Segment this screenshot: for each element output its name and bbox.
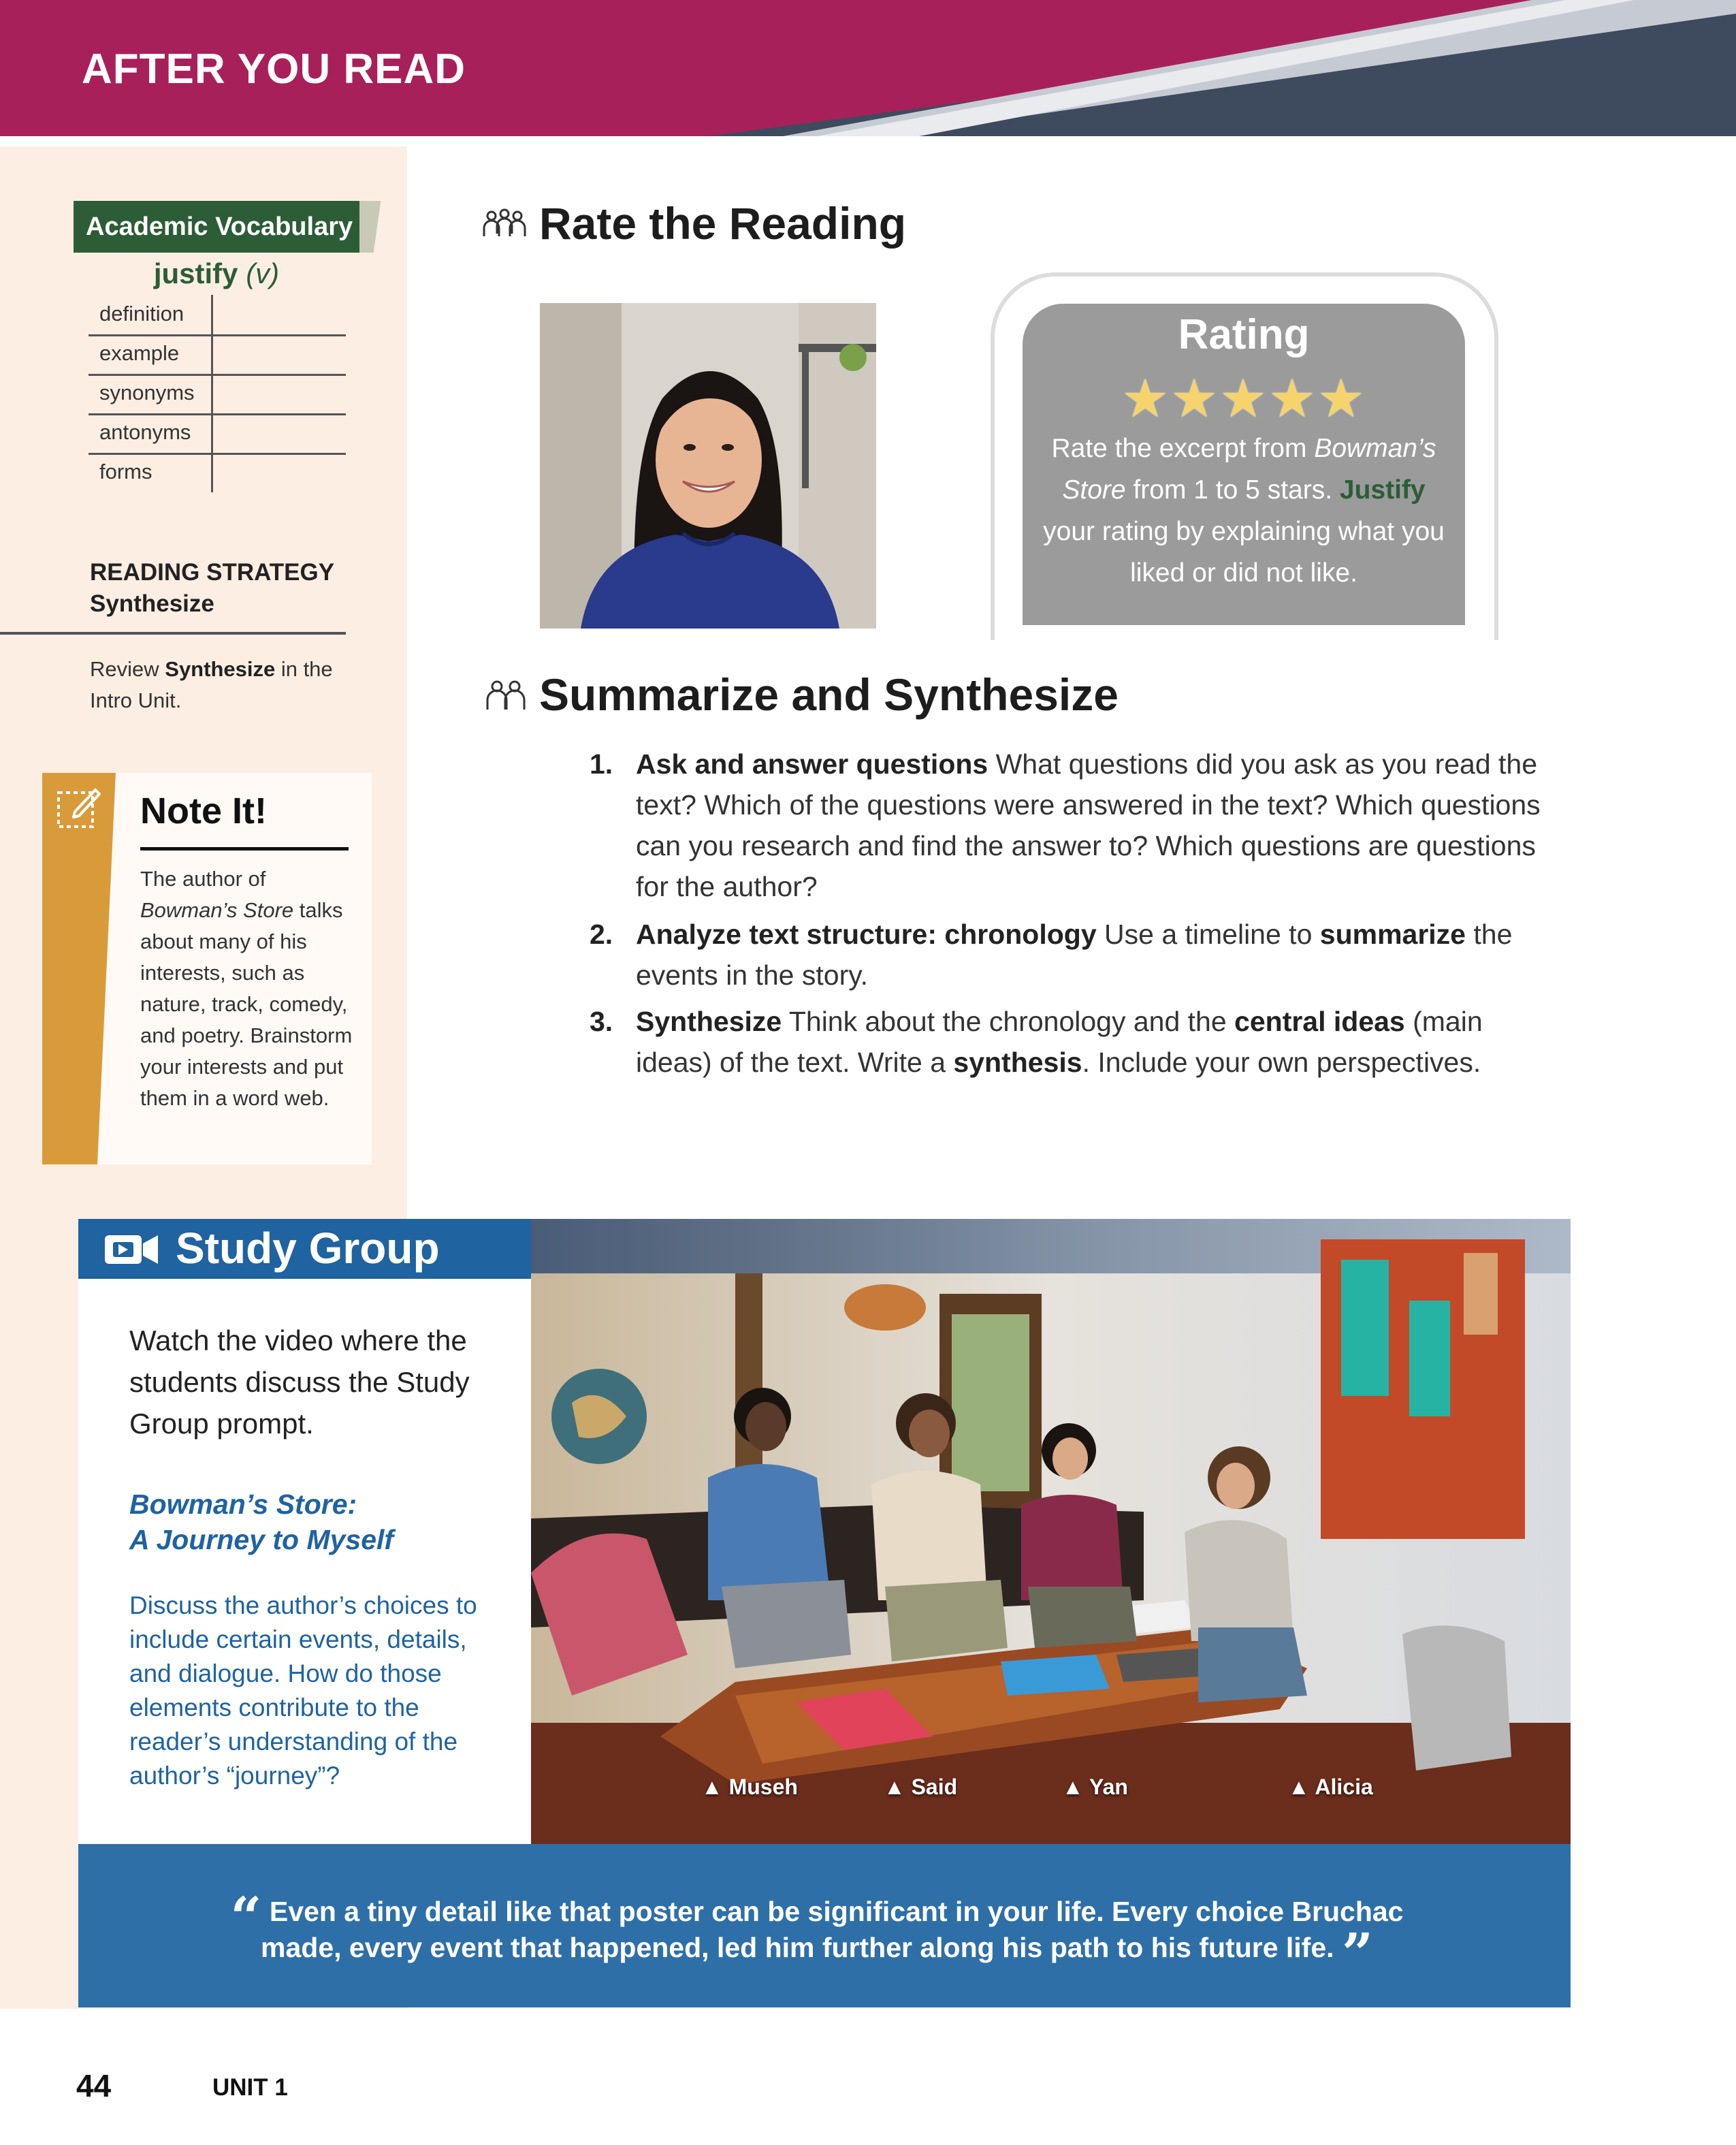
- page-number: 44: [76, 2068, 112, 2103]
- rating-text: your rating by explaining what you liked or did not like.: [1043, 517, 1445, 588]
- quote-text: made, every event that happened, led him further along his path to his future life.: [261, 1932, 1334, 1963]
- rating-title: Rating: [1178, 311, 1310, 358]
- rating-text: Rate the excerpt from: [1051, 434, 1315, 463]
- strategy-link-text[interactable]: Synthesize: [165, 657, 276, 681]
- student-quote: [204, 1885, 1430, 1985]
- list-number: 3.: [590, 1006, 613, 1037]
- rating-book-title: Bowman’s Store: [1062, 434, 1436, 505]
- video-camera-icon[interactable]: [103, 1233, 159, 1267]
- vocab-row-label: antonyms: [99, 420, 191, 444]
- list-text: . Include your own perspectives.: [1082, 1047, 1481, 1078]
- rating-keyword: Justify: [1339, 475, 1426, 505]
- vocab-part-of-speech: (v): [246, 257, 280, 289]
- divider: [211, 413, 213, 453]
- unit-label: UNIT 1: [212, 2074, 288, 2101]
- group-icon: [482, 208, 527, 244]
- vocab-row-label: example: [99, 341, 180, 365]
- quote-text: Even a tiny detail like that poster can be significant in your life. Every choice Bruchac: [269, 1896, 1404, 1927]
- vocab-row-label: synonyms: [99, 381, 195, 404]
- rating-instructions: [1035, 428, 1453, 594]
- reading-strategy-title: [90, 557, 334, 620]
- section-title: AFTER YOU READ: [82, 46, 466, 93]
- divider: [211, 374, 213, 413]
- list-text: Use a timeline to: [1096, 919, 1320, 950]
- note-it-title: Note It!: [140, 791, 267, 831]
- student-label-said: ▲ Said: [884, 1775, 958, 1799]
- study-group-prompt: Discuss the author’s choices to include certain events, details, and dialogue. How do those elements contribute to the reader’s understanding of the author’s “journey”?: [129, 1591, 477, 1790]
- vocab-row-label: definition: [99, 302, 184, 325]
- note-text: The author of: [140, 867, 266, 891]
- list-keyword: central ideas: [1234, 1006, 1405, 1037]
- divider: [211, 334, 213, 374]
- note-it-body: [140, 863, 358, 1114]
- strategy-text: in the Intro Unit.: [90, 657, 333, 712]
- divider: [211, 453, 213, 492]
- list-keyword: synthesis: [953, 1047, 1082, 1078]
- list-text: What questions did you ask as you read the text? Which of the questions were answered in the text? Which questions can you research and find the answer to? Which questions are questions for the author?: [636, 748, 1541, 902]
- book-title-line: A Journey to Myself: [129, 1524, 394, 1555]
- list-number: 2.: [590, 919, 613, 950]
- list-lead: Analyze text structure: chronology: [636, 919, 1097, 950]
- student-label-yan: ▲ Yan: [1062, 1775, 1128, 1799]
- rate-the-reading-heading: Rate the Reading: [539, 198, 907, 249]
- vocab-row-antonyms[interactable]: [89, 413, 346, 455]
- summarize-heading: Summarize and Synthesize: [539, 669, 1119, 720]
- study-group-intro: Watch the video where the students discuss the Study Group prompt.: [129, 1324, 470, 1440]
- list-lead: Synthesize: [636, 1006, 782, 1037]
- divider: [211, 295, 213, 334]
- reading-strategy-label: READING STRATEGY: [90, 559, 335, 586]
- note-pencil-icon[interactable]: [54, 783, 103, 832]
- list-number: 1.: [590, 748, 613, 780]
- study-group-video-still[interactable]: [531, 1219, 1571, 1844]
- open-quote-mark: “: [230, 1885, 262, 1949]
- student-label-museh: ▲ Museh: [701, 1775, 798, 1799]
- student-label-alicia: ▲ Alicia: [1288, 1775, 1373, 1799]
- list-text: Think about the chronology and the: [782, 1006, 1235, 1037]
- list-text: the events in the story.: [636, 919, 1513, 991]
- student-photo: [540, 303, 876, 629]
- vocab-row-forms[interactable]: [89, 453, 346, 492]
- book-title-line: Bowman’s Store:: [129, 1489, 357, 1520]
- rating-stars[interactable]: ★★★★★: [1121, 368, 1366, 428]
- vocab-row-label: forms: [99, 460, 152, 483]
- vocab-header: Academic Vocabulary: [74, 201, 359, 253]
- vocab-row-example[interactable]: [89, 334, 346, 376]
- list-item: [590, 914, 1556, 996]
- close-quote-mark: ”: [1341, 1921, 1373, 1985]
- vocab-word: [74, 257, 359, 290]
- rating-text: from 1 to 5 stars.: [1125, 475, 1340, 505]
- list-item: [590, 1001, 1556, 1083]
- reading-strategy-name: Synthesize: [90, 590, 214, 617]
- reading-strategy-note: [90, 654, 342, 716]
- vocab-term: justify: [153, 257, 238, 289]
- strategy-text: Review: [90, 657, 165, 681]
- pair-icon: [483, 678, 528, 715]
- list-text: (main ideas) of the text. Write a: [636, 1006, 1483, 1078]
- list-keyword: summarize: [1319, 919, 1466, 950]
- divider: [0, 632, 346, 635]
- note-book-title: Bowman’s Store: [140, 898, 294, 922]
- study-group-book-title: [129, 1487, 511, 1557]
- quote-line: [204, 1921, 1430, 1985]
- divider: [140, 847, 349, 851]
- list-item: [590, 744, 1556, 907]
- study-group-title: Study Group: [176, 1224, 440, 1273]
- list-lead: Ask and answer questions: [636, 748, 988, 780]
- vocab-row-synonyms[interactable]: [89, 374, 346, 415]
- vocab-row-definition[interactable]: [89, 295, 346, 336]
- note-text: talks about many of his interests, such as nature, track, comedy, and poetry. Brainstorm your interests and put them in a word web.: [140, 898, 353, 1110]
